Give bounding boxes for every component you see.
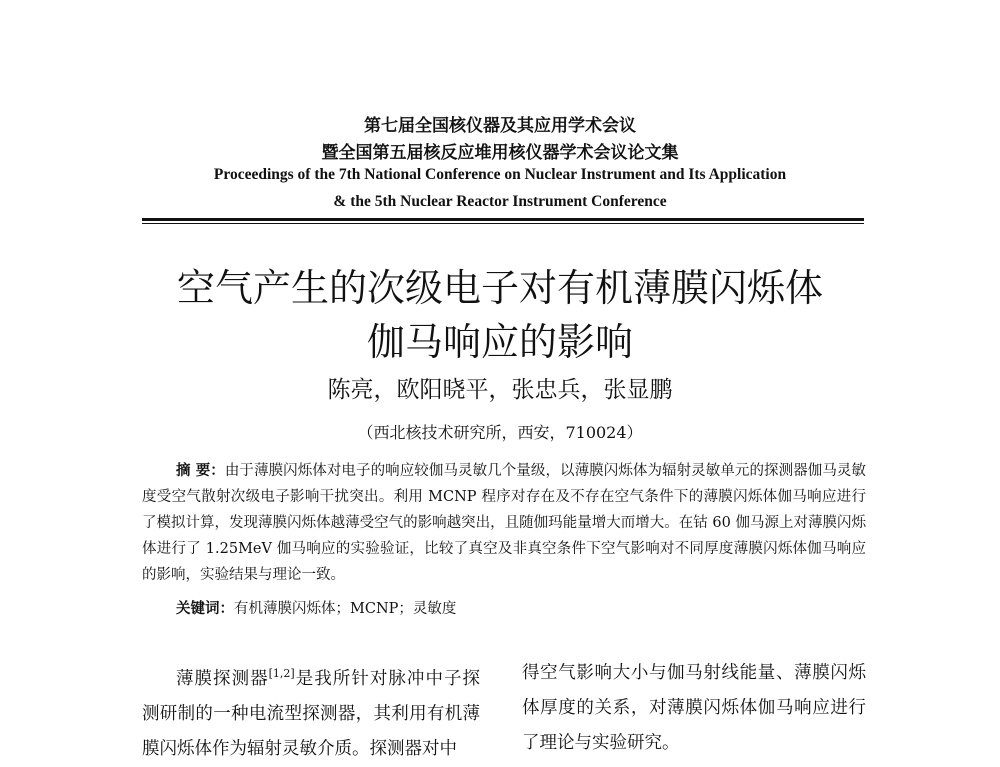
proceedings-header-cn-line2: 暨全国第五届核反应堆用核仪器学术会议论文集 (321, 143, 679, 163)
affiliation: （西北核技术研究所，西安，710024） (357, 423, 643, 442)
proceedings-header-en-line1: Proceedings of the 7th National Conference on Nuclear Instrument and Its Application (213, 166, 787, 183)
abstract-text: 由于薄膜闪烁体对电子的响应较伽马灵敏几个量级，以薄膜闪烁体为辐射灵敏单元的探测器伽马灵敏度受空气散射次级电子影响干扰突出。利用 MCNP 程序对存在及不存在空气条件下的薄膜闪烁体伽马响应进行了模拟计算，发现薄膜闪烁体越薄受空气的影响越突出，且随伽玛能量增大而增大。在钴 60 伽马源上对薄膜闪烁体进行了 1.25MeV 伽马响应的实验验证，比较了真空及非真空条件下空气影响对不同厚度薄膜闪烁体伽马响应的影响，实验结果与理论一致。 (142, 463, 866, 583)
keywords-text: 有机薄膜闪烁体；MCNP；灵敏度 (234, 601, 457, 617)
paper-title-line2: 伽马响应的影响 (366, 320, 633, 364)
proceedings-header-en-line2: & the 5th Nuclear Reactor Instrument Conference (333, 193, 667, 210)
body-right-text: 得空气影响大小与伽马射线能量、薄膜闪烁体厚度的关系，对薄膜闪烁体伽马响应进行了理论与实验研究。 (522, 663, 866, 753)
body-left-text-rest: 是我所针对脉冲中子探测研制的一种电流型探测器，其利用有机薄膜闪烁体作为辐射灵敏介质。探测器对中 (142, 668, 480, 759)
abstract (142, 458, 866, 588)
proceedings-header-cn-line1: 第七届全国核仪器及其应用学术会议 (364, 116, 636, 136)
body-column-left (142, 656, 480, 767)
body-column-right (522, 656, 866, 761)
header-rule-thin (142, 223, 864, 224)
header-rule-thick (142, 218, 864, 221)
paper-title-line1: 空气产生的次级电子对有机薄膜闪烁体 (176, 266, 823, 310)
author-list: 陈亮，欧阳晓平，张忠兵，张显鹏 (327, 377, 673, 403)
keywords-label: 关键词： (176, 600, 234, 617)
keywords (176, 597, 456, 618)
body-left-text-start: 薄膜探测器 (176, 668, 269, 689)
citation-ref[interactable]: [1,2] (268, 667, 295, 680)
abstract-label: 摘 要： (176, 462, 225, 479)
